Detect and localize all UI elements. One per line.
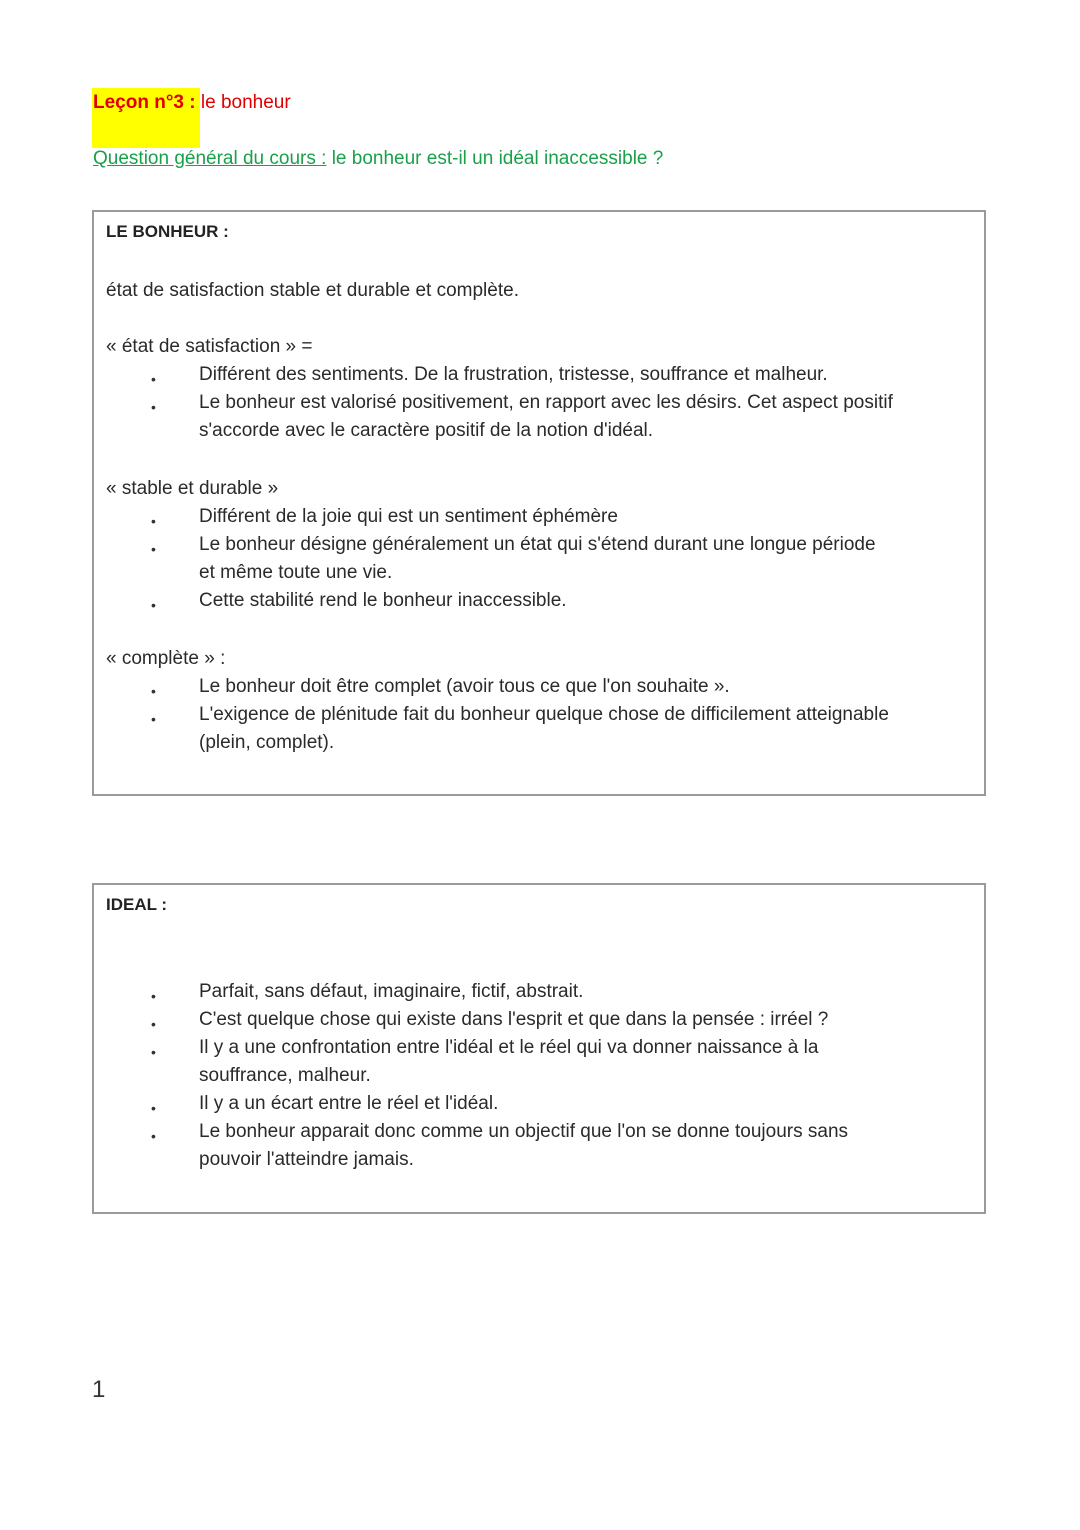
box-heading: LE BONHEUR : xyxy=(106,222,229,241)
bullet-text: Cette stabilité rend le bonheur inaccessible. xyxy=(199,590,567,611)
bullet-marker: • xyxy=(151,1044,156,1060)
bullet-text: L'exigence de plénitude fait du bonheur quelque chose de difficilement atteignable xyxy=(199,704,889,725)
question-label: Question général du cours : xyxy=(93,148,327,169)
bullet-marker: • xyxy=(151,513,156,529)
bullet-text: Parfait, sans défaut, imaginaire, fictif, abstrait. xyxy=(199,981,584,1002)
bullet-text: C'est quelque chose qui existe dans l'esprit et que dans la pensée : irréel ? xyxy=(199,1009,829,1030)
ideal-definition-box xyxy=(92,883,986,1214)
bullet-text: pouvoir l'atteindre jamais. xyxy=(199,1149,414,1170)
question-text: le bonheur est-il un idéal inaccessible ? xyxy=(326,148,664,169)
bullet-text: Le bonheur apparait donc comme un objectif que l'on se donne toujours sans xyxy=(199,1121,849,1142)
bullet-marker: • xyxy=(151,399,156,415)
bullet-text: Le bonheur doit être complet (avoir tous ce que l'on souhaite ». xyxy=(199,676,730,697)
lesson-label: Leçon n°3 : xyxy=(93,92,196,113)
bullet-marker: • xyxy=(151,1128,156,1144)
bullet-text: et même toute une vie. xyxy=(199,562,393,583)
bullet-text: Il y a une confrontation entre l'idéal et le réel qui va donner naissance à la xyxy=(199,1037,819,1058)
bullet-marker: • xyxy=(151,1016,156,1032)
bullet-text: souffrance, malheur. xyxy=(199,1065,371,1086)
bullet-text: Le bonheur est valorisé positivement, en rapport avec les désirs. Cet aspect positif xyxy=(199,392,893,413)
bonheur-definition-box xyxy=(92,210,986,796)
bullet-marker: • xyxy=(151,371,156,387)
page-number: 1 xyxy=(92,1376,106,1403)
bullet-marker: • xyxy=(151,988,156,1004)
bullet-text: Il y a un écart entre le réel et l'idéal. xyxy=(199,1093,499,1114)
bullet-marker: • xyxy=(151,1100,156,1116)
bullet-text: Différent des sentiments. De la frustration, tristesse, souffrance et malheur. xyxy=(199,364,828,385)
definition-text: état de satisfaction stable et durable et complète. xyxy=(106,280,519,301)
section-title: « stable et durable » xyxy=(106,478,279,499)
section-title: « état de satisfaction » = xyxy=(106,336,313,357)
bullet-marker: • xyxy=(151,541,156,557)
bullet-text: Le bonheur désigne généralement un état qui s'étend durant une longue période xyxy=(199,534,876,555)
bullet-marker: • xyxy=(151,711,156,727)
bullet-text: s'accorde avec le caractère positif de la notion d'idéal. xyxy=(199,420,654,441)
box-heading: IDEAL : xyxy=(106,895,168,914)
section-title: « complète » : xyxy=(106,648,226,669)
lesson-name: le bonheur xyxy=(195,92,291,113)
bullet-marker: • xyxy=(151,683,156,699)
bullet-text: Différent de la joie qui est un sentiment éphémère xyxy=(199,506,618,527)
bullet-text: (plein, complet). xyxy=(199,732,335,753)
bullet-marker: • xyxy=(151,597,156,613)
lesson-title xyxy=(93,92,291,114)
course-question xyxy=(93,148,663,170)
